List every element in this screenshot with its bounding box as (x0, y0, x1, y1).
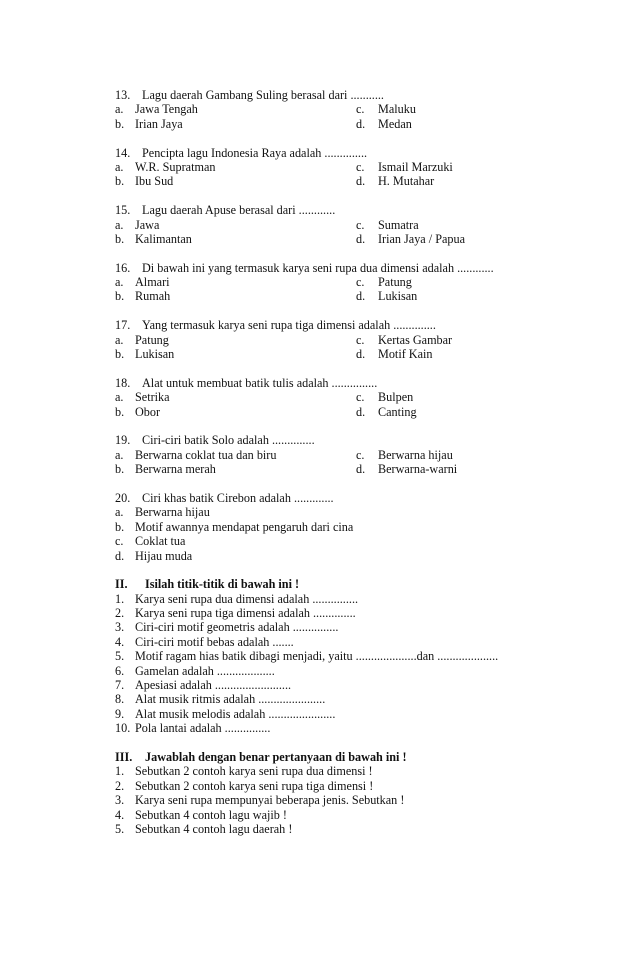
section-number: III. (115, 749, 133, 764)
item-number: 8. (115, 692, 125, 707)
option-label: c. (356, 447, 365, 462)
option-text: Jawa Tengah (135, 102, 198, 117)
question-15 (115, 203, 535, 246)
item-number: 4. (115, 634, 125, 649)
option-text: Motif awannya mendapat pengaruh dari cina (135, 519, 354, 534)
option-text: Coklat tua (135, 534, 186, 549)
question-text: Pencipta lagu Indonesia Raya adalah .............. (142, 145, 368, 160)
item-number: 7. (115, 678, 125, 693)
item-number: 5. (115, 649, 125, 664)
option-text: W.R. Supratman (135, 159, 216, 174)
option-label: a. (115, 505, 124, 520)
option-text: Maluku (378, 102, 416, 117)
item-text: Gamelan adalah ................... (135, 663, 275, 678)
question-number: 15. (115, 203, 131, 218)
option-text: Patung (378, 275, 412, 290)
question-number: 20. (115, 490, 131, 505)
question-number: 19. (115, 433, 131, 448)
option-label: d. (356, 289, 366, 304)
option-label: c. (356, 217, 365, 232)
option-label: d. (356, 462, 366, 477)
item-text: Alat musik melodis adalah ...................... (135, 706, 336, 721)
option-label: c. (356, 275, 365, 290)
question-text: Ciri khas batik Cirebon adalah ............. (142, 490, 334, 505)
option-text: Jawa (135, 217, 160, 232)
option-text: Berwarna-warni (378, 462, 458, 477)
option-text: Medan (378, 116, 412, 131)
question-14 (115, 146, 535, 189)
section-title: Isilah titik-titik di bawah ini ! (145, 577, 300, 592)
item-number: 5. (115, 821, 125, 836)
option-label: b. (115, 289, 125, 304)
option-label: b. (115, 174, 125, 189)
option-label: a. (115, 332, 124, 347)
question-20 (115, 491, 535, 563)
option-text: Irian Jaya (135, 116, 183, 131)
option-text: Irian Jaya / Papua (378, 231, 465, 246)
item-text: Alat musik ritmis adalah ...................... (135, 692, 326, 707)
option-text: Ismail Marzuki (378, 159, 453, 174)
item-text: Sebutkan 4 contoh lagu wajib ! (135, 807, 287, 822)
multiple-choice-section (115, 88, 535, 477)
item-text: Sebutkan 2 contoh karya seni rupa dua dimensi ! (135, 764, 373, 779)
option-text: Kertas Gambar (378, 332, 453, 347)
question-19 (115, 433, 535, 476)
option-label: d. (356, 347, 366, 362)
item-number: 4. (115, 807, 125, 822)
section-title: Jawablah dengan benar pertanyaan di bawah ini ! (145, 749, 407, 764)
item-text: Motif ragam hias batik dibagi menjadi, yaitu ....................dan .................... (135, 649, 499, 664)
option-text: Rumah (135, 289, 171, 304)
option-text: Ibu Sud (135, 174, 174, 189)
question-13 (115, 88, 535, 131)
option-text: Lukisan (135, 347, 175, 362)
question-text: Alat untuk membuat batik tulis adalah ............... (142, 375, 378, 390)
question-text: Lagu daerah Gambang Suling berasal dari ........... (142, 88, 384, 102)
option-label: b. (115, 347, 125, 362)
option-text: H. Mutahar (378, 174, 435, 189)
option-label: a. (115, 159, 124, 174)
section-2 (115, 577, 535, 735)
option-text: Almari (135, 275, 170, 290)
item-number: 3. (115, 793, 125, 808)
section-number: II. (115, 577, 128, 592)
option-text: Berwarna merah (135, 462, 216, 477)
option-text: Lukisan (378, 289, 418, 304)
option-label: c. (356, 102, 365, 117)
option-label: a. (115, 390, 124, 405)
item-text: Karya seni rupa tiga dimensi adalah .............. (135, 606, 356, 621)
question-text: Lagu daerah Apuse berasal dari ............ (142, 203, 336, 218)
option-label: b. (115, 231, 125, 246)
option-text: Setrika (135, 390, 170, 405)
option-text: Berwarna hijau (378, 447, 453, 462)
option-text: Kalimantan (135, 231, 192, 246)
option-label: d. (356, 231, 366, 246)
item-text: Ciri-ciri motif bebas adalah ....... (135, 634, 294, 649)
question-18 (115, 376, 535, 419)
item-number: 9. (115, 706, 125, 721)
option-label: c. (356, 159, 365, 174)
question-17 (115, 318, 535, 361)
option-text: Sumatra (378, 217, 419, 232)
item-text: Pola lantai adalah ............... (135, 721, 271, 736)
item-number: 10. (115, 721, 131, 736)
option-label: a. (115, 447, 124, 462)
option-text: Canting (378, 404, 417, 419)
item-text: Apesiasi adalah ......................... (135, 678, 292, 693)
question-number: 16. (115, 260, 131, 275)
option-label: c. (356, 332, 365, 347)
option-label: a. (115, 275, 124, 290)
option-text: Motif Kain (378, 347, 433, 362)
question-text: Di bawah ini yang termasuk karya seni rupa dua dimensi adalah ............ (142, 260, 494, 275)
option-label: b. (115, 116, 125, 131)
item-text: Sebutkan 4 contoh lagu daerah ! (135, 821, 293, 836)
item-text: Karya seni rupa mempunyai beberapa jenis. Sebutkan ! (135, 793, 405, 808)
option-label: d. (356, 174, 366, 189)
item-text: Karya seni rupa dua dimensi adalah ............... (135, 591, 359, 606)
item-number: 3. (115, 620, 125, 635)
worksheet-content (115, 88, 535, 851)
option-label: c. (356, 390, 365, 405)
option-label: a. (115, 217, 124, 232)
item-number: 2. (115, 606, 125, 621)
option-text: Obor (135, 404, 161, 419)
option-label: b. (115, 462, 125, 477)
item-number: 6. (115, 663, 125, 678)
option-label: d. (356, 404, 366, 419)
item-number: 2. (115, 778, 125, 793)
section-3 (115, 750, 535, 836)
option-text: Patung (135, 332, 169, 347)
option-text: Berwarna hijau (135, 505, 210, 520)
option-label: d. (356, 116, 366, 131)
question-number: 18. (115, 375, 131, 390)
item-text: Sebutkan 2 contoh karya seni rupa tiga dimensi ! (135, 778, 374, 793)
option-label: d. (115, 548, 125, 563)
option-text: Berwarna coklat tua dan biru (135, 447, 277, 462)
option-label: a. (115, 102, 124, 117)
option-text: Bulpen (378, 390, 414, 405)
item-number: 1. (115, 764, 125, 779)
option-label: b. (115, 519, 125, 534)
option-label: b. (115, 404, 125, 419)
question-number: 13. (115, 88, 131, 102)
question-number: 17. (115, 318, 131, 333)
question-16 (115, 261, 535, 304)
option-text: Hijau muda (135, 548, 193, 563)
question-text: Yang termasuk karya seni rupa tiga dimensi adalah .............. (142, 318, 436, 333)
item-text: Ciri-ciri motif geometris adalah ............... (135, 620, 339, 635)
question-text: Ciri-ciri batik Solo adalah .............. (142, 433, 315, 448)
question-number: 14. (115, 145, 131, 160)
option-label: c. (115, 534, 124, 549)
item-number: 1. (115, 591, 125, 606)
